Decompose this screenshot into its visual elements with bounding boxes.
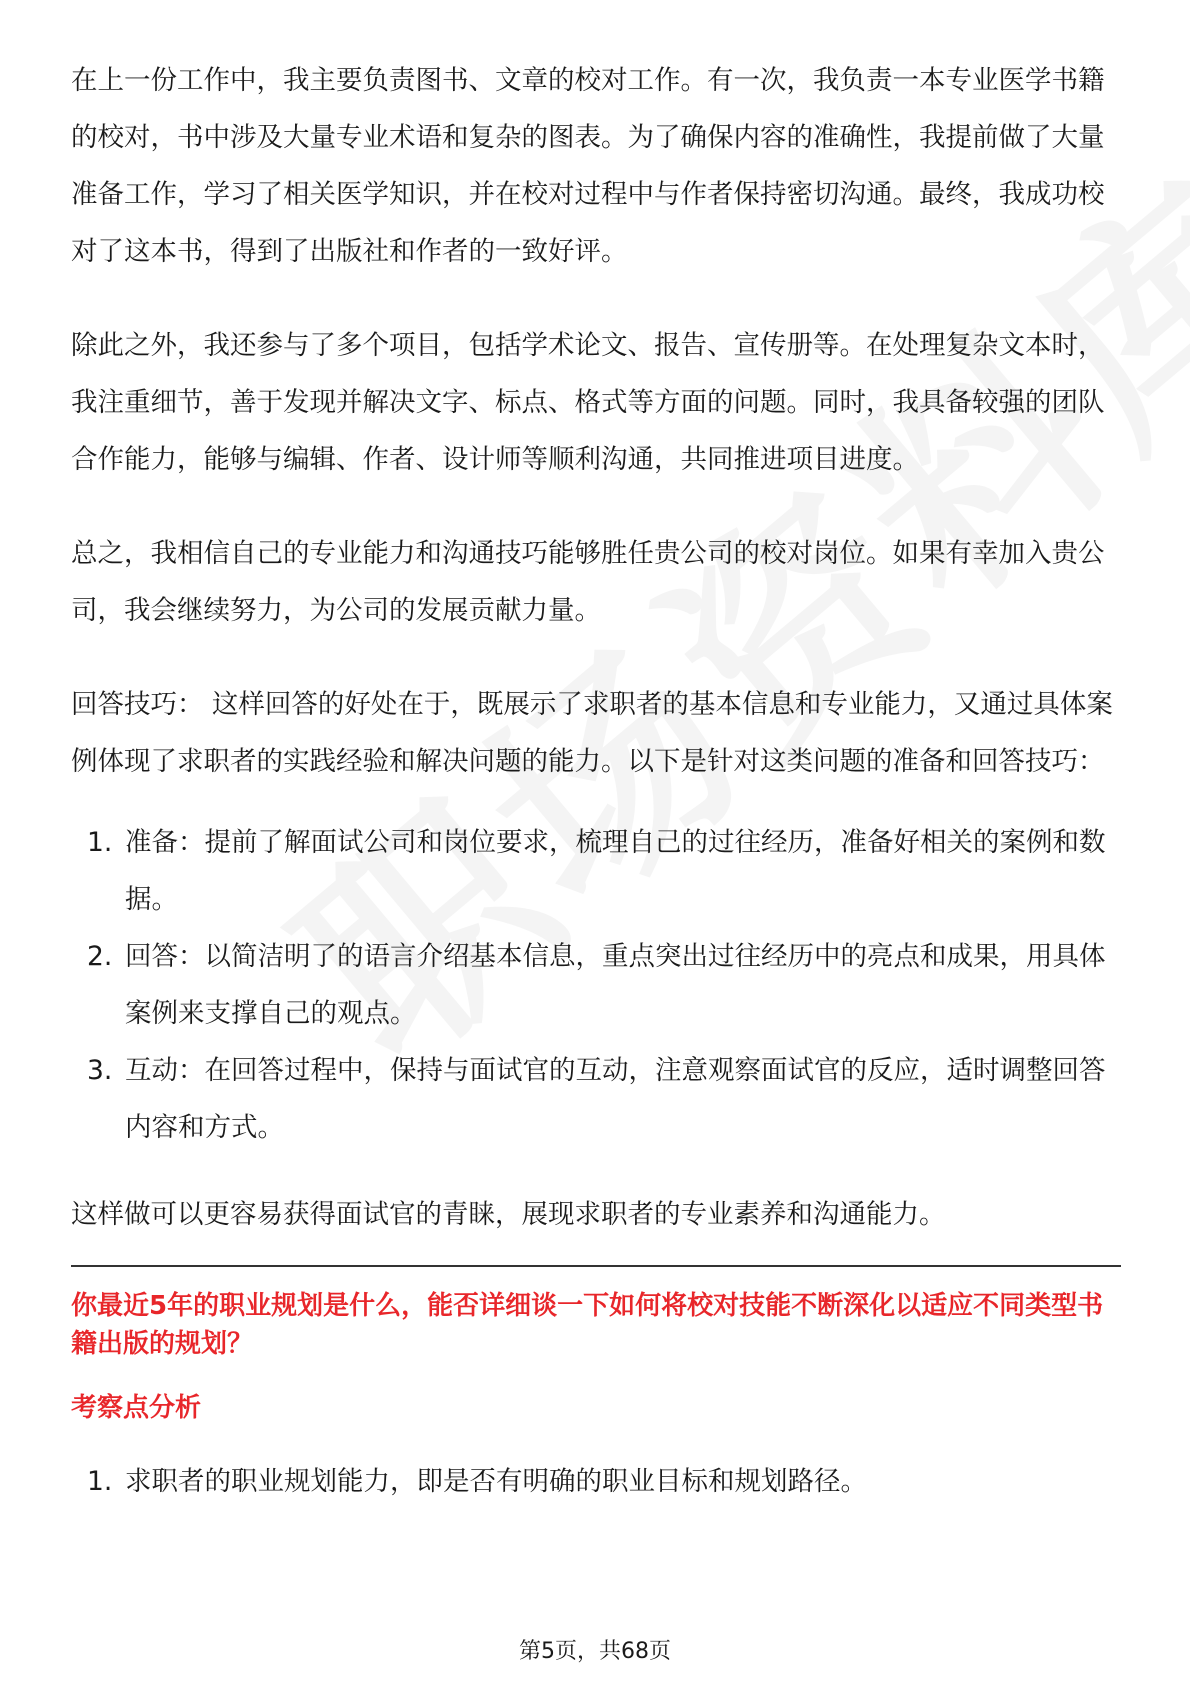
list-item — [71, 1453, 1121, 1510]
list-text: 求职者的职业规划能力，即是否有明确的职业目标和规划路径。 — [125, 1466, 867, 1497]
paragraph-projects: 除此之外，我还参与了多个项目，包括学术论文、报告、宣传册等。在处理复杂文本时，我注重细节，善于发现并解决文字、标点、格式等方面的问题。同时，我具备较强的团队合作能力，能够与编辑、作者、设计师等顺利沟通，共同推进项目进度。 — [71, 330, 1105, 475]
page-number: 第5页，共68页 — [519, 1639, 671, 1664]
list-text: 回答：以简洁明了的语言介绍基本信息，重点突出过往经历中的亮点和成果，用具体案例来支撑自己的观点。 — [125, 941, 1106, 1029]
paragraph-closing: 这样做可以更容易获得面试官的青睐，展现求职者的专业素养和沟通能力。 — [71, 1199, 946, 1230]
list-number: 1. — [87, 1466, 113, 1497]
paragraph-experience: 在上一份工作中，我主要负责图书、文章的校对工作。有一次，我负责一本专业医学书籍的校对，书中涉及大量专业术语和复杂的图表。为了确保内容的准确性，我提前做了大量准备工作，学习了相关医学知识，并在校对过程中与作者保持密切沟通。最终，我成功校对了这本书，得到了出版社和作者的一致好评。 — [71, 65, 1105, 267]
analysis-heading: 考察点分析 — [71, 1393, 202, 1423]
tips-list — [71, 814, 1121, 1156]
list-item — [71, 814, 1121, 928]
list-text: 准备：提前了解面试公司和岗位要求，梳理自己的过往经历，准备好相关的案例和数据。 — [125, 827, 1106, 915]
paragraph-answer-tips: 回答技巧： 这样回答的好处在于，既展示了求职者的基本信息和专业能力，又通过具体案例体现了求职者的实践经验和解决问题的能力。以下是针对这类问题的准备和回答技巧： — [71, 689, 1113, 777]
list-number: 1. — [87, 827, 113, 858]
list-item — [71, 928, 1121, 1042]
document-body — [71, 52, 1121, 1540]
list-number: 3. — [87, 1055, 113, 1086]
paragraph-summary: 总之，我相信自己的专业能力和沟通技巧能够胜任贵公司的校对岗位。如果有幸加入贵公司，我会继续努力，为公司的发展贡献力量。 — [71, 538, 1105, 626]
interview-question: 你最近5年的职业规划是什么，能否详细谈一下如何将校对技能不断深化以适应不同类型书籍出版的规划？ — [71, 1291, 1104, 1359]
section-divider — [71, 1265, 1121, 1267]
list-item — [71, 1042, 1121, 1156]
analysis-list — [71, 1453, 1121, 1510]
list-text: 互动：在回答过程中，保持与面试官的互动，注意观察面试官的反应，适时调整回答内容和方式。 — [125, 1055, 1106, 1143]
list-number: 2. — [87, 941, 113, 972]
